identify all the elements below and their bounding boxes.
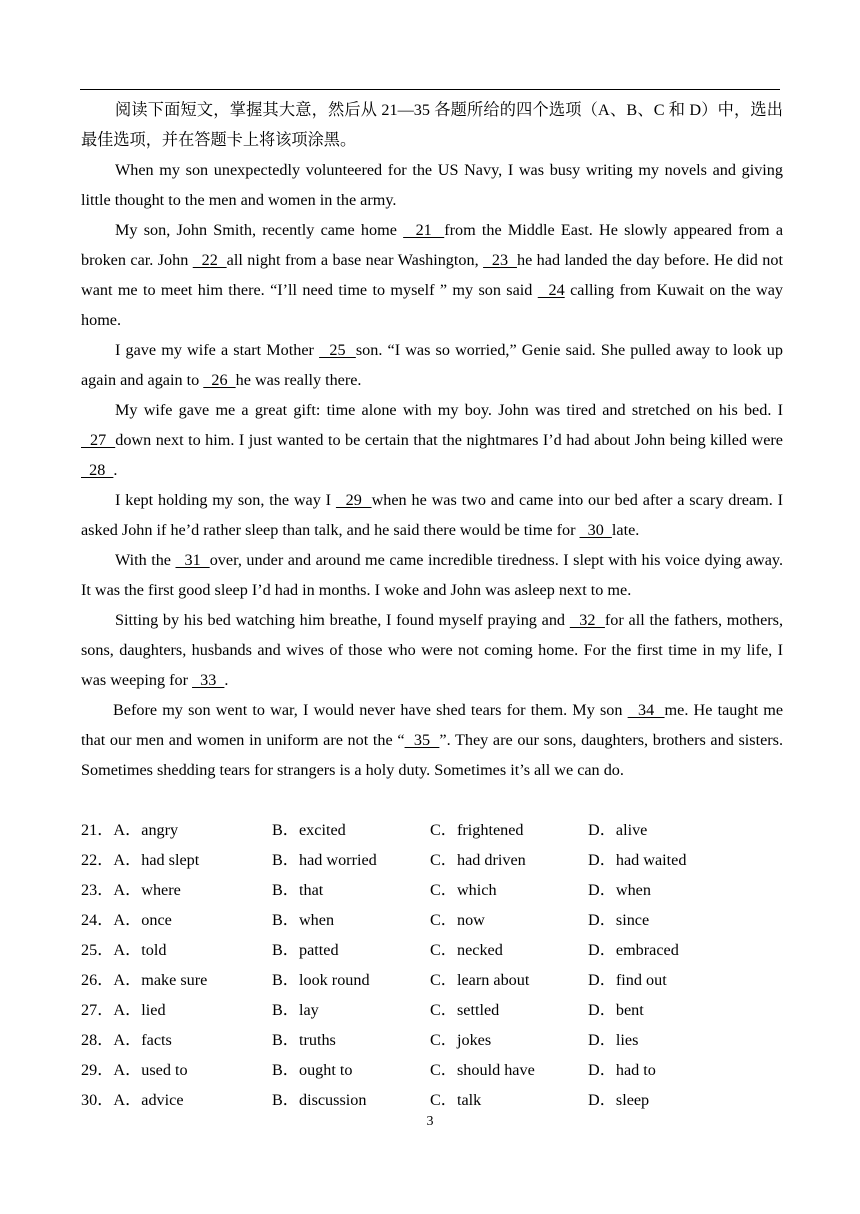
blank: 27 [81,431,116,449]
question-row [81,1055,781,1085]
blank: 31 [175,551,210,569]
option-a: 28．A．facts [81,1031,172,1049]
text-run: I kept holding my son, the way I [115,491,336,509]
paragraph [81,695,783,785]
option-b: B．discussion [272,1091,367,1109]
text-run: calling from Kuwait on the way home. [81,281,784,329]
text-run: when he was two and came into our bed after a scary dream. I asked John if he’d rather sleep than talk, and he said there would be time for [81,491,784,539]
text-run: from the Middle East. He slowly appeared from a broken car. John [81,221,784,269]
text-run: . [113,461,118,479]
blank: 25 [319,341,356,359]
question-row [81,1025,781,1055]
option-c: C．frightened [430,821,524,839]
option-a: 23．A．where [81,881,181,899]
text-run: he had landed the day before. He did not want me to meet him there. “I’ll need time to myself ” my son said [81,251,783,299]
blank: 23 [483,251,517,269]
option-a: 25．A．told [81,941,167,959]
option-d: D．find out [588,971,667,989]
option-a: 30．A．advice [81,1091,184,1109]
text-run: ”. They are our sons, daughters, brothers and sisters. Sometimes shedding tears for strangers is a holy duty. Sometimes it’s all we can do. [81,731,783,779]
paragraph [81,335,783,395]
text-run: he was really there. [235,371,362,389]
question-row [81,965,781,995]
option-d: D．since [588,911,650,929]
text-run: My wife gave me a great gift: time alone with my boy. John was tired and stretched on his bed. I [115,401,783,419]
option-b: B．patted [272,941,339,959]
text-run: down next to him. I just wanted to be certain that the nightmares I’d had about John being killed were [115,431,783,449]
blank: 32 [569,611,605,629]
text-run: With the [115,551,176,569]
blank: 28 [81,461,114,479]
answer-options [81,815,781,1115]
text-run: for all the fathers, mothers, sons, daughters, husbands and wives of those who were not coming home. For the first time in my life, I was weeping for [81,611,784,689]
paragraph [81,605,783,695]
question-row [81,845,781,875]
text-run: Sitting by his bed watching him breathe, I found myself praying and [115,611,570,629]
page-number: 3 [426,1114,434,1129]
question-row [81,935,781,965]
option-b: B．had worried [272,851,377,869]
option-a: 27．A．lied [81,1001,166,1019]
option-a: 29．A．used to [81,1061,188,1079]
reading-passage [81,95,783,785]
option-a: 24．A．once [81,911,172,929]
option-d: D．bent [588,1001,644,1019]
blank: 22 [192,251,227,269]
text-run: me. He taught me that our men and women in uniform are not the “ [81,701,784,749]
paragraph [81,545,783,605]
text-run: I gave my wife a start Mother [115,341,320,359]
question-row [81,995,781,1025]
paragraph [81,155,783,215]
blank: 34 [627,701,665,719]
option-b: B．truths [272,1031,336,1049]
option-a: 22．A．had slept [81,851,200,869]
paragraph [81,215,783,335]
option-d: D．alive [588,821,648,839]
option-c: C．should have [430,1061,535,1079]
option-d: D．lies [588,1031,639,1049]
text-run: late. [611,521,640,539]
option-d: D．embraced [588,941,679,959]
header-rule [80,89,780,90]
blank: 30 [579,521,612,539]
option-b: B．excited [272,821,346,839]
option-a: 26．A．make sure [81,971,208,989]
option-c: C．now [430,911,485,929]
blank: 26 [203,371,236,389]
option-d: D．had to [588,1061,656,1079]
text-run: 阅读下面短文，掌握其大意，然后从 21—35 各题所给的四个选项（A、B、C 和 D）中，选出最佳选项，并在答题卡上将该项涂黑。 [81,101,783,149]
text-run: . [224,671,229,689]
paragraph [81,395,783,485]
option-b: B．ought to [272,1061,353,1079]
blank: 35 [404,731,440,749]
option-a: 21．A．angry [81,821,179,839]
blank: 33 [192,671,225,689]
question-row [81,875,781,905]
paragraph [81,485,783,545]
option-c: C．necked [430,941,503,959]
option-b: B．when [272,911,335,929]
option-c: C．settled [430,1001,500,1019]
text-run: son. “I was so worried,” Genie said. She pulled away to look up again and again to [81,341,783,389]
question-row [81,905,781,935]
text-run: Before my son went to war, I would never have shed tears for them. My son [113,701,628,719]
option-d: D．sleep [588,1091,650,1109]
option-b: B．lay [272,1001,319,1019]
text-run: all night from a base near Washington, [226,251,484,269]
option-b: B．that [272,881,324,899]
option-c: C．had driven [430,851,526,869]
option-c: C．talk [430,1091,482,1109]
option-d: D．when [588,881,651,899]
text-run: My son, John Smith, recently came home [115,221,404,239]
blank: 21 [403,221,445,239]
option-b: B．look round [272,971,370,989]
blank: 24 [537,281,565,299]
text-run: When my son unexpectedly volunteered for the US Navy, I was busy writing my novels and giving little thought to the men and women in the army. [81,161,783,209]
instruction [81,95,783,155]
option-c: C．which [430,881,497,899]
option-c: C．learn about [430,971,530,989]
option-d: D．had waited [588,851,687,869]
blank: 29 [335,491,372,509]
question-row [81,1085,781,1115]
text-run: over, under and around me came incredible tiredness. I slept with his voice dying away. It was the first good sleep I’d had in months. I woke and John was asleep next to me. [81,551,784,599]
question-row [81,815,781,845]
option-c: C．jokes [430,1031,492,1049]
